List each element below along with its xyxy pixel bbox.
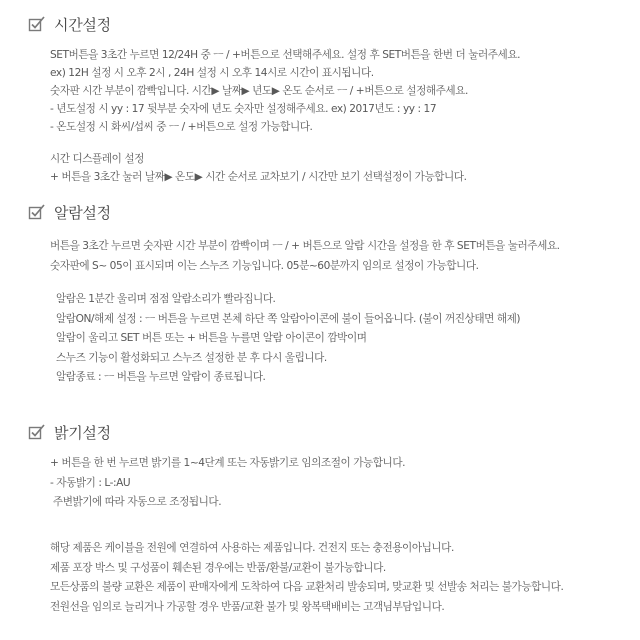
alarm-setting-title: 알람설정	[54, 203, 111, 222]
check-pen-icon	[28, 15, 46, 33]
alarm-detail-2: 알람ON/해제 설정 : ㅡ 버튼을 누르면 본체 하단 쪽 알람아이콘에 불이 들어옵니다. (불이 꺼진상태면 해제)	[56, 312, 521, 325]
alarm-detail-1: 알람은 1분간 울리며 점점 알람소리가 빨라집니다.	[56, 293, 276, 305]
alarm-detail-3: 알람이 울리고 SET 버튼 또는 + 버튼을 누를면 알람 아이콘이 깜박이며	[56, 332, 367, 344]
time-line-2: ex) 12H 설정 시 오후 2시 , 24H 설정 시 오후 14시로 시간이 표시됩니다.	[50, 67, 374, 79]
alarm-detail-4: 스누즈 기능이 활성화되고 스누즈 설정한 분 후 다시 울립니다.	[56, 351, 327, 364]
time-display-title: 시간 디스플레이 설정	[50, 153, 144, 165]
notice-line-3: 모든상품의 불량 교환은 제품이 판매자에게 도착하여 다음 교환처리 발송되며, 맞교환 및 선발송 처리는 불가능합니다.	[50, 581, 564, 593]
brightness-line-1: + 버튼을 한 번 누르면 밝기를 1~4단계 또는 자동밝기로 임의조절이 가능합니다.	[50, 457, 406, 469]
alarm-setting-heading	[28, 200, 111, 224]
brightness-line-2: - 자동밝기 : L-:AU	[50, 476, 131, 489]
time-setting-heading	[28, 12, 111, 36]
alarm-line-1: 버튼을 3초간 누르면 숫자판 시간 부분이 깜빡이며 ㅡ / + 버튼으로 알람 시간을 설정을 한 후 SET버튼을 눌러주세요.	[50, 240, 560, 252]
brightness-line-3: 주변밝기에 따라 자동으로 조정됩니다.	[50, 496, 222, 508]
notice-body	[50, 539, 635, 617]
time-display-setting	[50, 150, 635, 186]
notice-line-1: 해당 제품은 케이블을 전원에 연결하여 사용하는 제품입니다. 건전지 또는 충전용이아닙니다.	[50, 542, 454, 554]
notice-line-4: 전원선을 임의로 늘리거나 가공할 경우 반품/교환 불가 및 왕복택배비는 고객님부담입니다.	[50, 600, 445, 613]
alarm-detail-body	[56, 290, 640, 388]
alarm-line-2: 숫자판에 S~ 05이 표시되며 이는 스누즈 기능입니다. 05분~60분까지 임의로 설정이 가능합니다.	[50, 259, 479, 272]
notice-line-2: 제품 포장 박스 및 구성품이 훼손된 경우에는 반품/환불/교환이 불가능합니다.	[50, 561, 386, 574]
brightness-setting-title: 밝기설정	[54, 423, 111, 442]
time-display-desc: + 버튼을 3초간 눌러 날짜▶ 온도▶ 시간 순서로 교차보기 / 시간만 보기 선택설정이 가능합니다.	[50, 171, 467, 183]
alarm-setting-body	[50, 237, 635, 276]
time-line-3: 숫자판 시간 부분이 깜빡입니다. 시간▶ 날짜▶ 년도▶ 온도 순서로 ㅡ / +버튼으로 설정해주세요.	[50, 85, 468, 97]
check-pen-icon	[28, 203, 46, 221]
time-line-1: SET버튼을 3초간 누르면 12/24H 중 ㅡ / +버튼으로 선택해주세요. 설정 후 SET버튼을 한번 더 눌러주세요.	[50, 49, 521, 61]
brightness-setting-heading	[28, 420, 111, 444]
time-setting-title: 시간설정	[54, 15, 111, 34]
alarm-detail-5: 알람종료 : ㅡ 버튼을 누르면 알람이 종료됩니다.	[56, 371, 266, 383]
time-line-4: - 년도설정 시 yy : 17 뒷부분 숫자에 년도 숫자만 설정해주세요. ex) 2017년도 : yy : 17	[50, 103, 437, 115]
time-setting-body	[50, 46, 635, 136]
time-line-5: - 온도설정 시 화씨/섭씨 중 ㅡ / +버튼으로 설정 가능합니다.	[50, 121, 313, 133]
check-pen-icon	[28, 423, 46, 441]
brightness-setting-body	[50, 454, 635, 513]
